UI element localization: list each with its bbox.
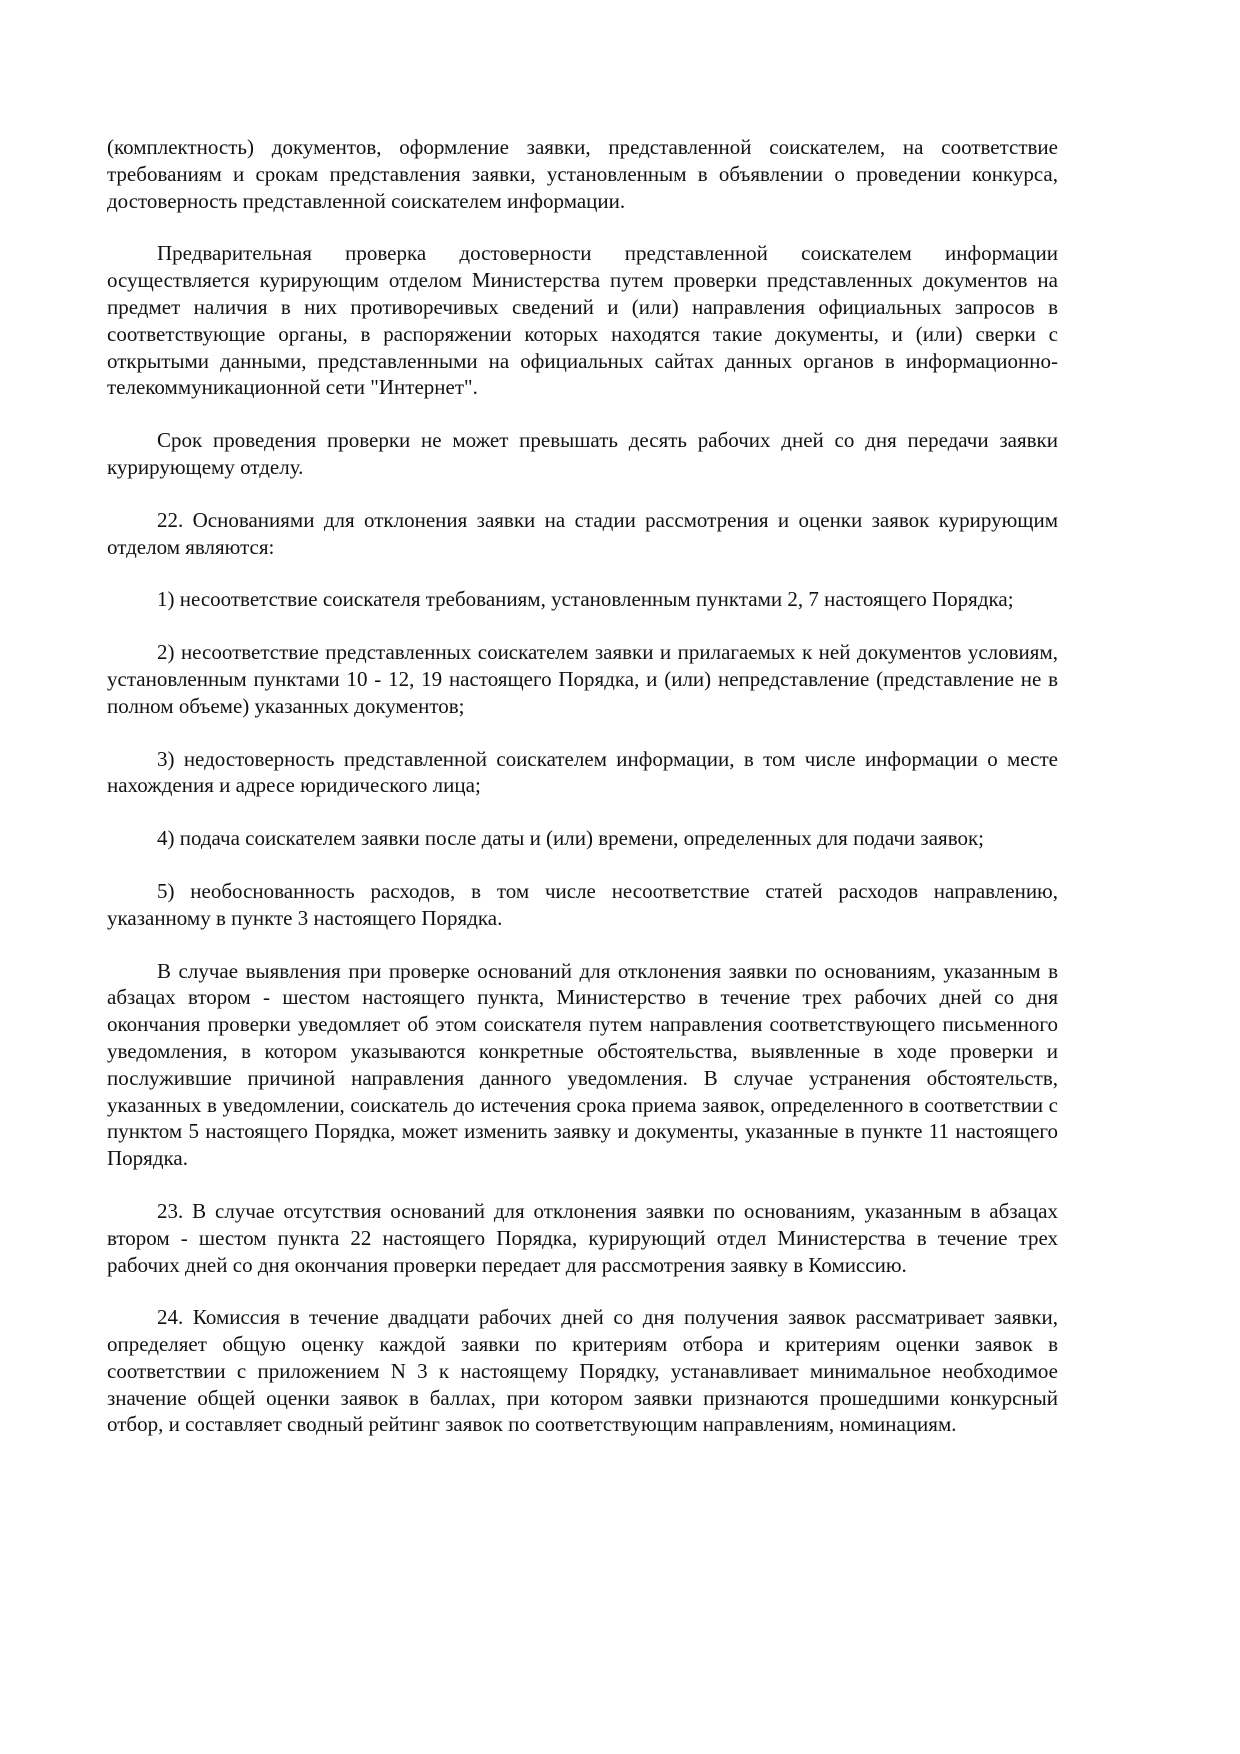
paragraph-completeness-continuation: (комплектность) документов, оформление заявки, представленной соискателем, на соответствие требованиям и срокам представления заявки, установленным в объявлении о проведении конкурса, достоверность представленной соискателем информации.: [107, 135, 1058, 213]
document-page: [107, 134, 1058, 1464]
list-item-ground-1: 1) несоответствие соискателя требованиям, установленным пунктами 2, 7 настоящего Порядка;: [157, 587, 1014, 612]
paragraph-check-deadline: Срок проведения проверки не может превышать десять рабочих дней со дня передачи заявки курирующему отделу.: [107, 428, 1058, 479]
list-item-ground-2: 2) несоответствие представленных соискателем заявки и прилагаемых к ней документов условиям, установленным пунктами 10 - 12, 19 настоящего Порядка, и (или) непредставление (представление не в полном объеме) указанных документов;: [107, 640, 1058, 718]
paragraph-clause-23: 23. В случае отсутствия оснований для отклонения заявки по основаниям, указанным в абзацах втором - шестом пункта 22 настоящего Порядка, курирующий отдел Министерства в течение трех рабочих дней со дня окончания проверки передает для рассмотрения заявку в Комиссию.: [107, 1198, 1058, 1277]
paragraph-rejection-notice: В случае выявления при проверке оснований для отклонения заявки по основаниям, указанным в абзацах втором - шестом настоящего пункта, Министерство в течение трех рабочих дней со дня окончания проверки уведомляет об этом соискателя путем направления соответствующего письменного уведомления, в котором указываются конкретные обстоятельства, выявленные в ходе проверки и послужившие причиной направления данного уведомления. В случае устранения обстоятельств, указанных в уведомлении, соискатель до истечения срока приема заявок, определенного в соответствии с пунктом 5 настоящего Порядка, может изменить заявку и документы, указанные в пункте 11 настоящего Порядка.: [107, 958, 1058, 1171]
paragraph-clause-24: 24. Комиссия в течение двадцати рабочих дней со дня получения заявок рассматривает заявки, определяет общую оценку каждой заявки по критериям отбора и критериям оценки заявок в соответствии с приложением N 3 к настоящему Порядку, устанавливает минимальное необходимое значение общей оценки заявок в баллах, при котором заявки признаются прошедшими конкурсный отбор, и составляет сводный рейтинг заявок по соответствующим направлениям, номинациям.: [107, 1305, 1058, 1437]
list-item-ground-4: 4) подача соискателем заявки после даты и (или) времени, определенных для подачи заявок;: [157, 826, 984, 851]
list-item-ground-3: 3) недостоверность представленной соискателем информации, в том числе информации о месте нахождения и адресе юридического лица;: [107, 746, 1058, 798]
list-item-ground-5: 5) необоснованность расходов, в том числе несоответствие статей расходов направлению, указанному в пункте 3 настоящего Порядка.: [107, 878, 1058, 930]
paragraph-clause-22-heading: 22. Основаниями для отклонения заявки на стадии рассмотрения и оценки заявок курирующим отделом являются:: [107, 507, 1058, 559]
paragraph-preliminary-check: Предварительная проверка достоверности представленной соискателем информации осуществляется курирующим отделом Министерства путем проверки представленных документов на предмет наличия в них противоречивых сведений и (или) направления официальных запросов в соответствующие органы, в распоряжении которых находятся такие документы, и (или) сверки с открытыми данными, представленными на официальных сайтах данных органов в информационно-телекоммуникационной сети "Интернет".: [107, 241, 1058, 400]
